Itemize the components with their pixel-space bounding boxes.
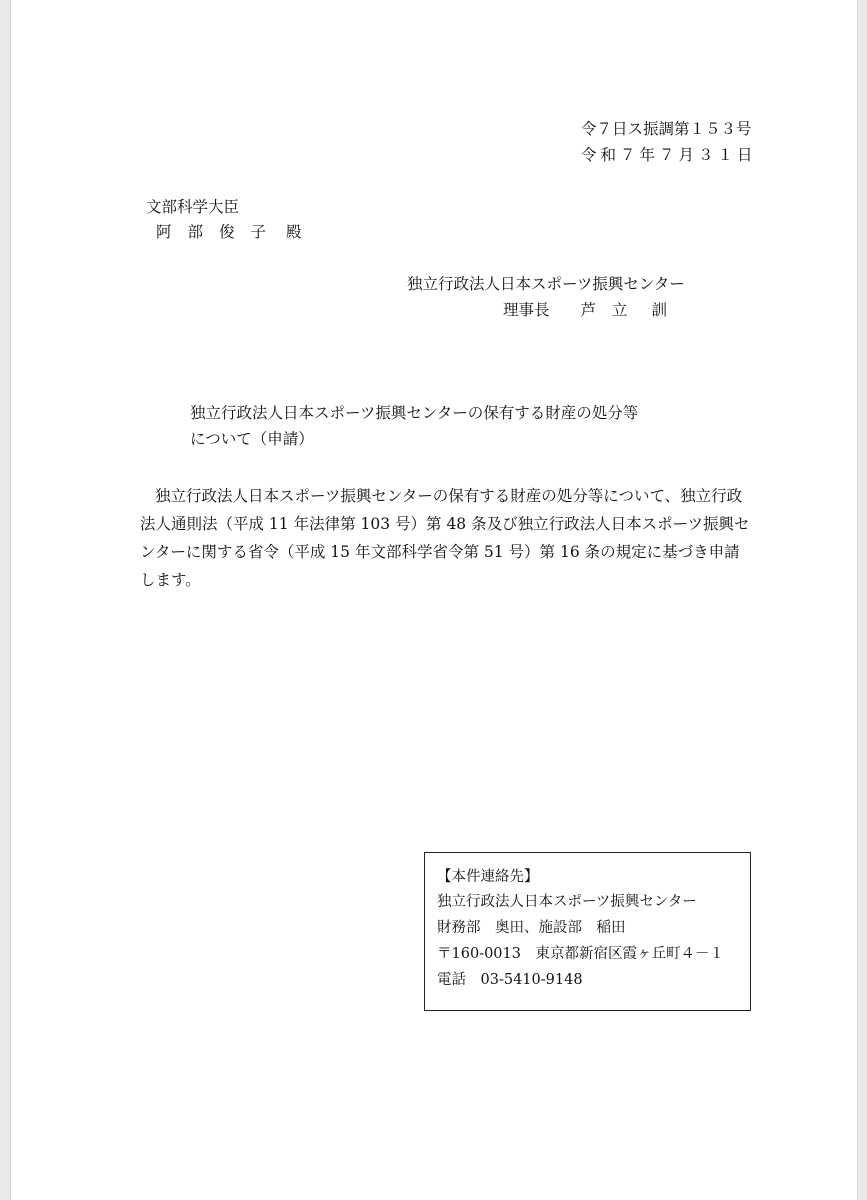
recipient-name: 阿部俊子 (156, 223, 283, 241)
body-paragraph: 独立行政法人日本スポーツ振興センターの保有する財産の処分等について、独立行政法人通則法（平成 11 年法律第 103 号）第 48 条及び独立行政法人日本スポーツ振興センターに関する省令（平成 15 年文部科学省令第 51 号）第 16 条の規定に基づき申請します。 (140, 487, 750, 589)
contact-box (424, 852, 751, 1011)
reference-number: 令７日ス振調第１５３号 (581, 120, 752, 138)
subject-line-2: について（申請） (190, 430, 314, 448)
sender-name: 芦立 (580, 301, 644, 319)
recipient-line (156, 221, 302, 243)
subject-line-1: 独立行政法人日本スポーツ振興センターの保有する財産の処分等 (190, 404, 639, 422)
recipient-title: 文部科学大臣 (146, 198, 240, 216)
sender-line (503, 299, 667, 321)
sender-position: 理事長 (503, 301, 550, 319)
contact-phone: 電話 03-5410-9148 (437, 972, 583, 988)
recipient-honorific: 殿 (286, 223, 302, 241)
sender-name-last: 訓 (651, 301, 668, 319)
contact-address: 〒160-0013 東京都新宿区霞ヶ丘町４－１ (437, 946, 724, 962)
sender-organization: 独立行政法人日本スポーツ振興センター (407, 275, 685, 293)
contact-organization: 独立行政法人日本スポーツ振興センター (437, 894, 697, 910)
document-date: 令和７年７月３１日 (581, 146, 757, 164)
contact-staff: 財務部 奥田、施設部 稲田 (437, 920, 626, 936)
document-page (10, 0, 858, 1200)
contact-heading: 【本件連絡先】 (437, 869, 539, 885)
